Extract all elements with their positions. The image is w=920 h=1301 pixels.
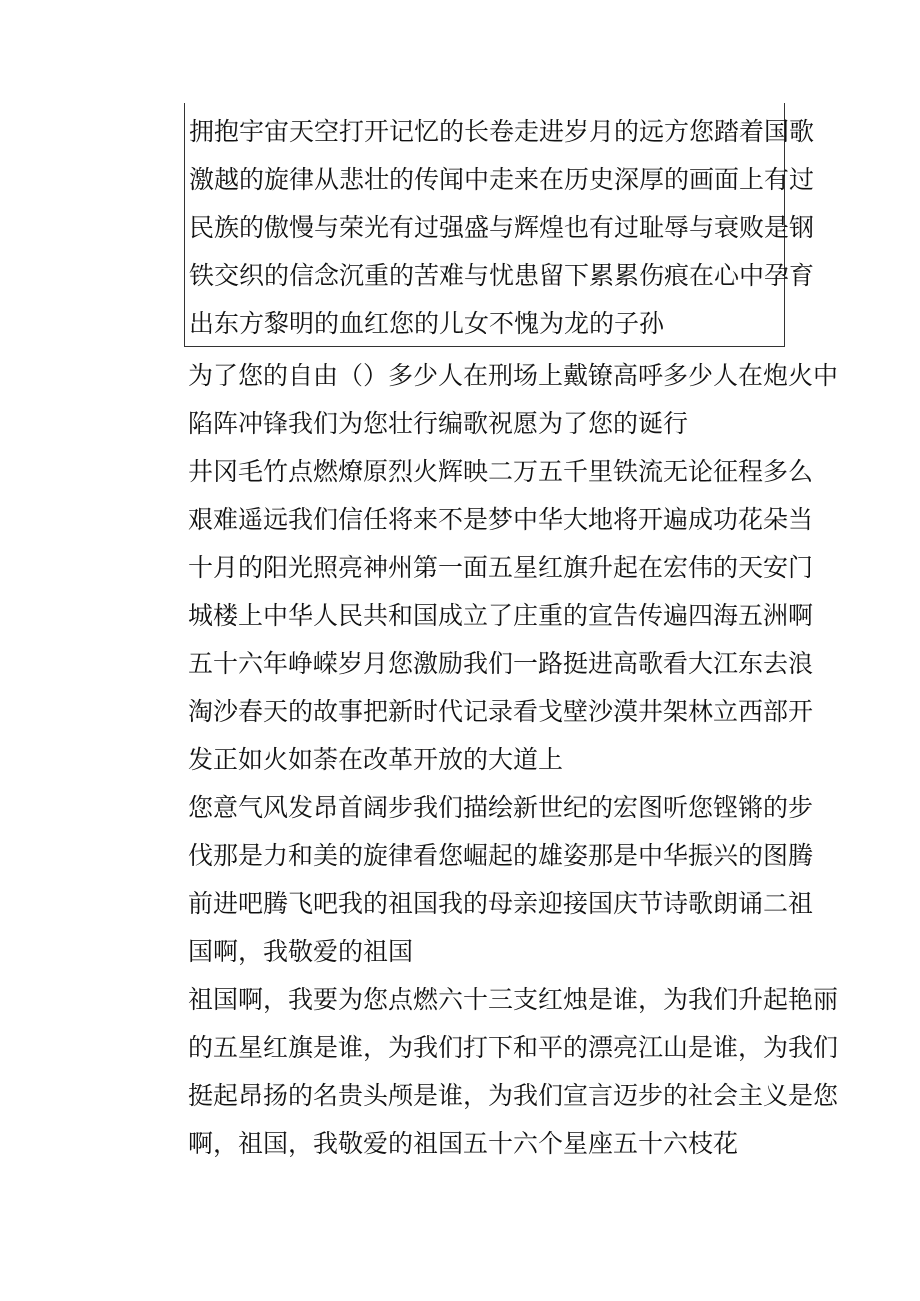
boxed-text-block bbox=[184, 103, 815, 347]
text-line: 十月的阳光照亮神州第一面五星红旗升起在宏伟的天安门 bbox=[188, 553, 814, 582]
boxed-line: 激越的旋律从悲壮的传闻中走来在历史深厚的画面上有过 bbox=[189, 165, 815, 194]
text-line: 城楼上中华人民共和国成立了庄重的宣告传遍四海五洲啊 bbox=[188, 601, 814, 630]
text-line: 五十六年峥嵘岁月您激励我们一路挺进高歌看大江东去浪 bbox=[188, 649, 814, 678]
boxed-line: 民族的傲慢与荣光有过强盛与辉煌也有过耻辱与衰败是钢 bbox=[189, 213, 815, 242]
text-line: 艰难遥远我们信任将来不是梦中华大地将开遍成功花朵当 bbox=[188, 505, 814, 534]
boxed-line: 出东方黎明的血红您的儿女不愧为龙的子孙 bbox=[189, 309, 665, 338]
text-line: 挺起昂扬的名贵头颅是谁，为我们宣言迈步的社会主义是您 bbox=[188, 1081, 839, 1110]
paragraph-freedom bbox=[188, 361, 839, 457]
text-line: 为了您的自由（）多少人在刑场上戴镣高呼多少人在炮火中 bbox=[188, 361, 839, 390]
text-line: 前进吧腾飞吧我的祖国我的母亲迎接国庆节诗歌朗诵二祖 bbox=[188, 889, 814, 918]
text-line: 的五星红旗是谁，为我们打下和平的漂亮江山是谁，为我们 bbox=[188, 1033, 839, 1062]
paragraph-new-century bbox=[188, 793, 814, 985]
text-line: 国啊，我敬爱的祖国 bbox=[188, 937, 414, 966]
text-line: 啊，祖国，我敬爱的祖国五十六个星座五十六枝花 bbox=[188, 1129, 739, 1158]
text-line: 您意气风发昂首阔步我们描绘新世纪的宏图听您铿锵的步 bbox=[188, 793, 814, 822]
text-line: 陷阵冲锋我们为您壮行编歌祝愿为了您的诞行 bbox=[188, 409, 689, 438]
text-line: 井冈毛竹点燃燎原烈火辉映二万五千里铁流无论征程多么 bbox=[188, 457, 814, 486]
text-line: 伐那是力和美的旋律看您崛起的雄姿那是中华振兴的图腾 bbox=[188, 841, 814, 870]
text-line: 淘沙春天的故事把新时代记录看戈壁沙漠井架林立西部开 bbox=[188, 697, 814, 726]
text-line: 祖国啊，我要为您点燃六十三支红烛是谁，为我们升起艳丽 bbox=[188, 985, 839, 1014]
boxed-line: 铁交织的信念沉重的苦难与忧患留下累累伤痕在心中孕育 bbox=[189, 261, 815, 290]
text-line: 发正如火如荼在改革开放的大道上 bbox=[188, 745, 564, 774]
boxed-line: 拥抱宇宙天空打开记忆的长卷走进岁月的远方您踏着国歌 bbox=[189, 117, 815, 146]
paragraph-motherland bbox=[188, 985, 839, 1177]
paragraph-history bbox=[188, 457, 814, 793]
